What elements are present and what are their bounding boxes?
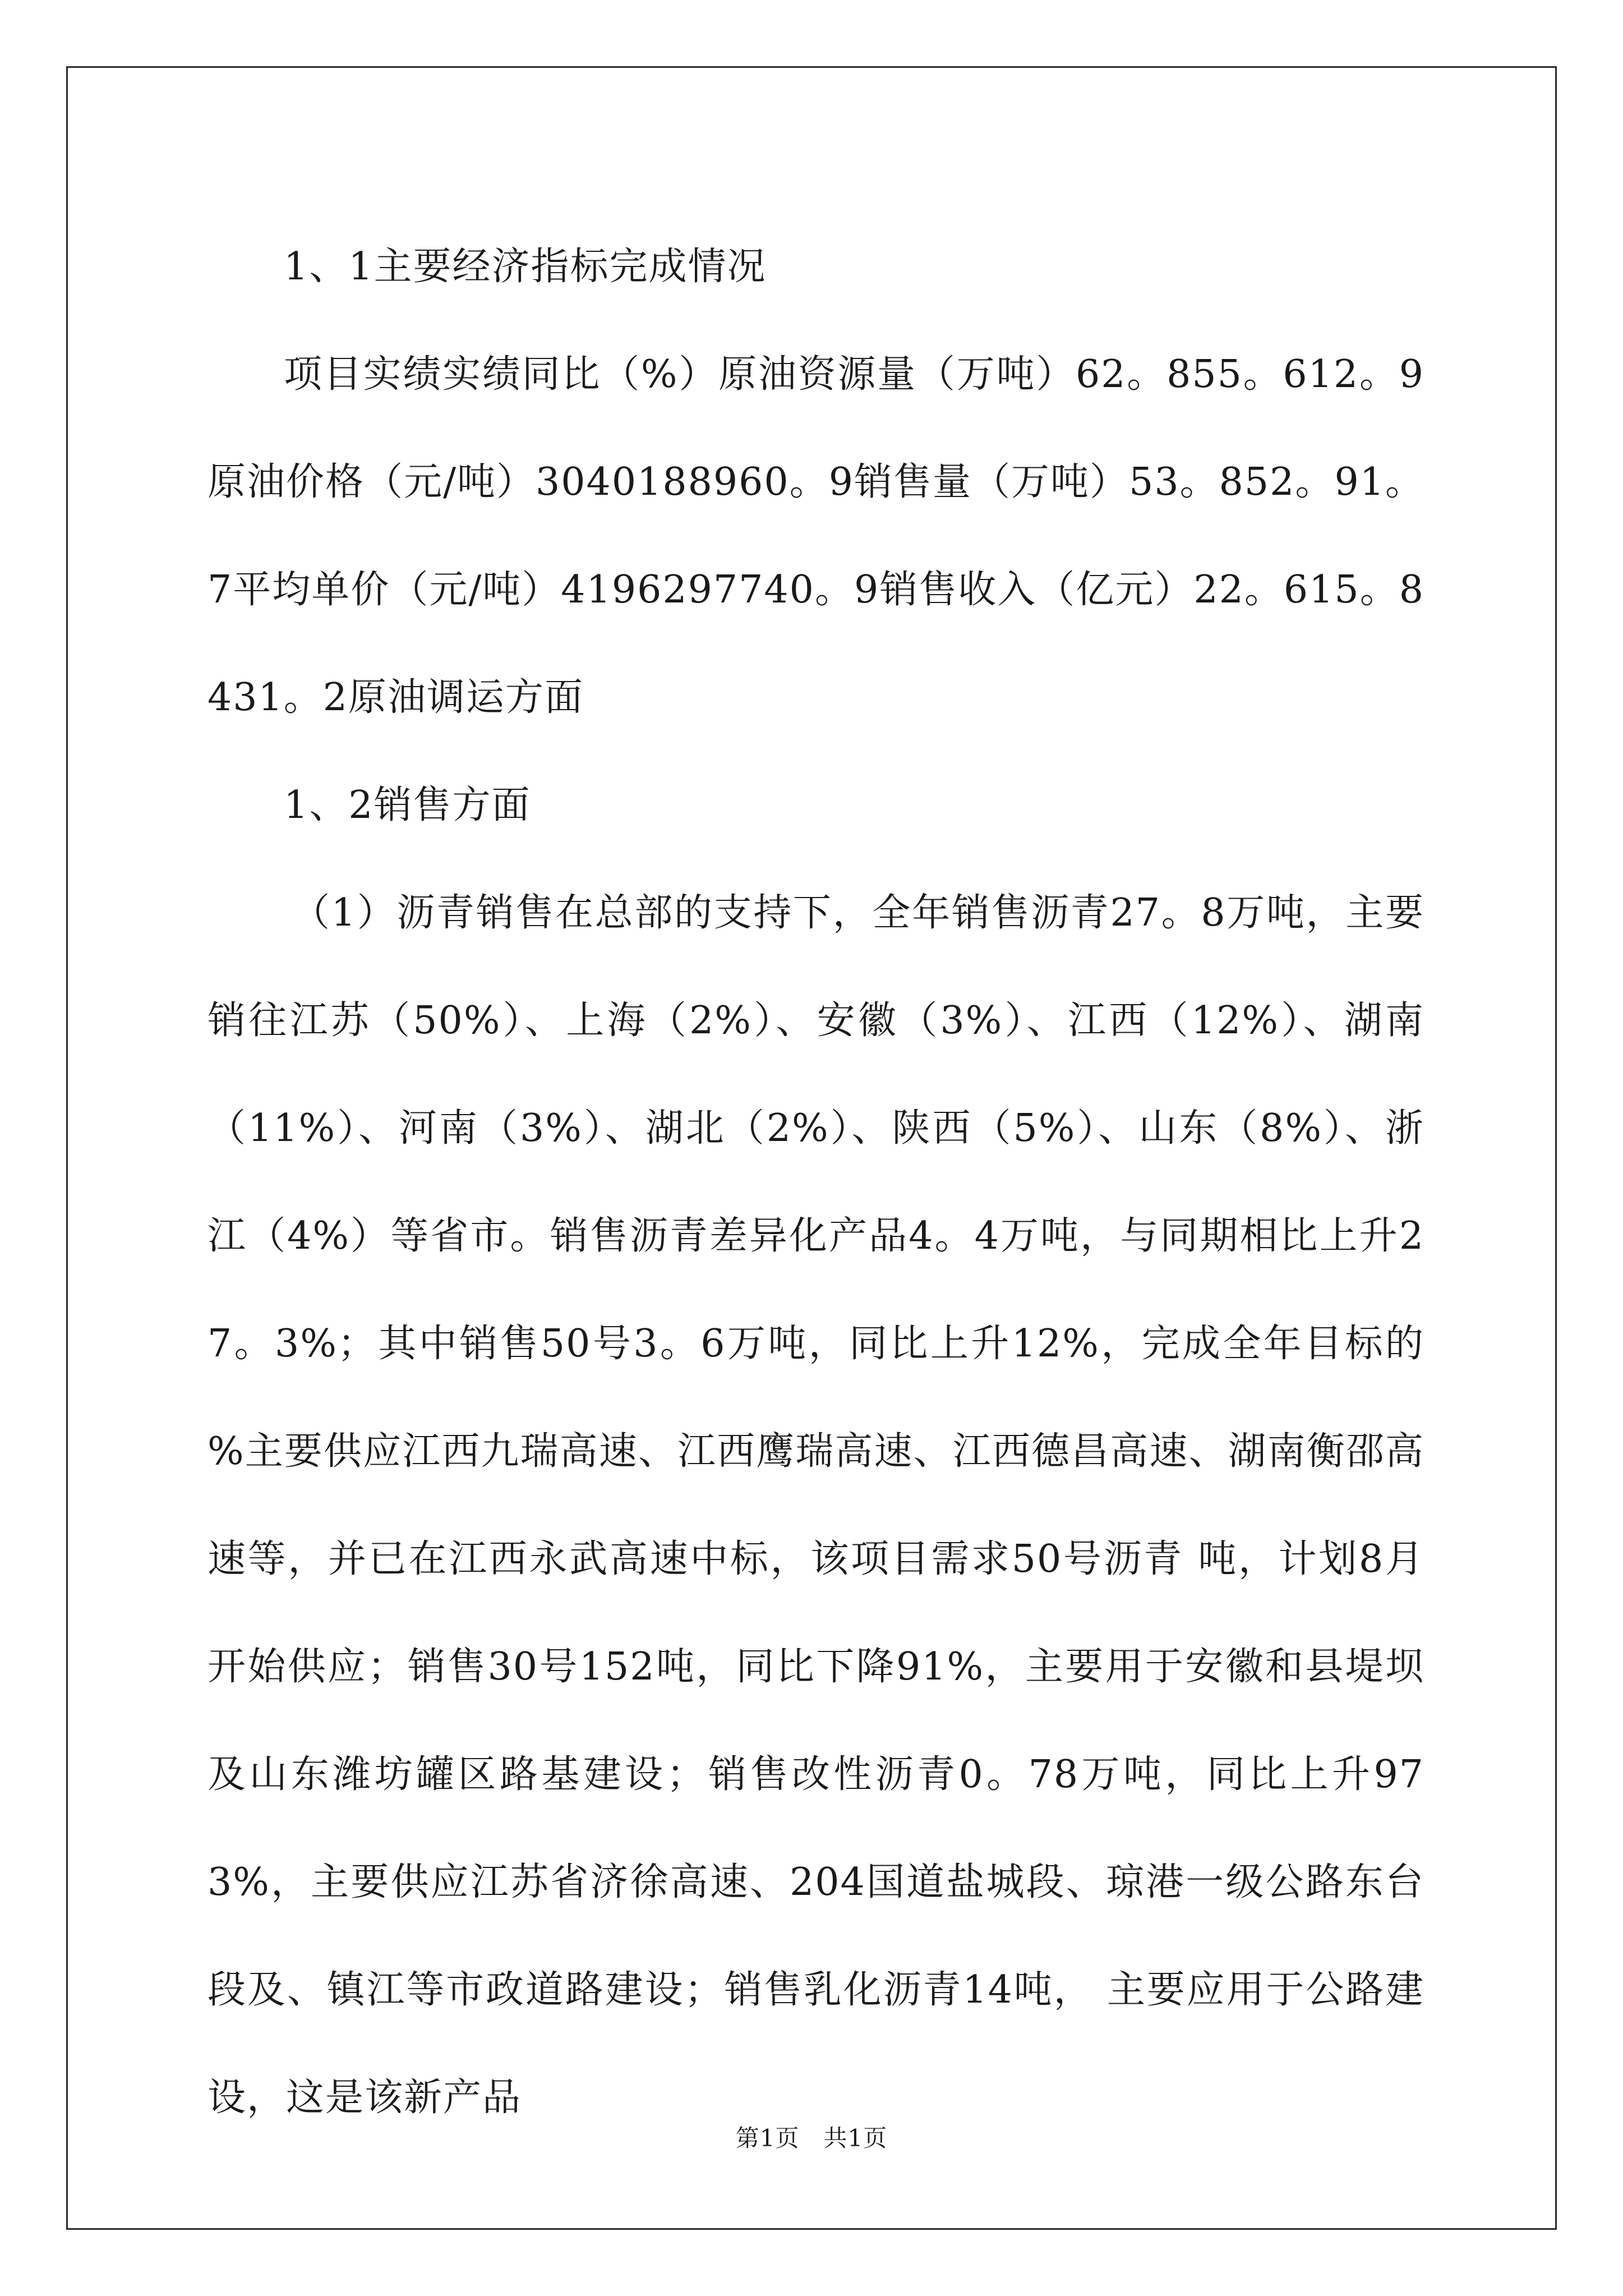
- page-number: 第1页: [735, 2124, 800, 2152]
- heading-economic-indicators: 1、1主要经济指标完成情况: [284, 245, 767, 289]
- paragraph-asphalt-sales: （1）沥青销售在总部的支持下，全年销售沥青27。8万吨，主要销往江苏（50%）、上海（2%）、安徽（3%）、江西（12%）、湖南（11%）、河南（3%）、湖北（2%）、陕西（5%）、山东（8%）、浙江（4%）等省市。销售沥青差异化产品4。4万吨，与同期相比上升27。3%；其中销售50号3。6万吨，同比上升12%，完成全年目标的 %主要供应江西九瑞高速、江西鹰瑞高速、江西德昌高速、湖南衡邵高速等，并已在江西永武高速中标，该项目需求50号沥青 吨，计划8月开始供应；销售30号152吨，同比下降91%，主要用于安徽和县堤坝及山东潍坊罐区路基建设；销售改性沥青0。78万吨，同比上升973%，主要供应江苏省济徐高速、204国道盐城段、琼港一级公路东台段及、镇江等市政道路建设；销售乳化沥青14吨， 主要应用于公路建设，这是该新产品: [208, 891, 1424, 2120]
- document-body: [208, 213, 1424, 2152]
- page-footer: [0, 2122, 1623, 2155]
- page-total: 共1页: [823, 2124, 888, 2152]
- heading-sales: 1、2销售方面: [284, 783, 531, 827]
- paragraph-indicator-table: 项目实绩实绩同比（%）原油资源量（万吨）62。855。612。9原油价格（元/吨）3040188960。9销售量（万吨）53。852。91。7平均单价（元/吨）4196297740。9销售收入（亿元）22。615。8431。2原油调运方面: [208, 352, 1424, 720]
